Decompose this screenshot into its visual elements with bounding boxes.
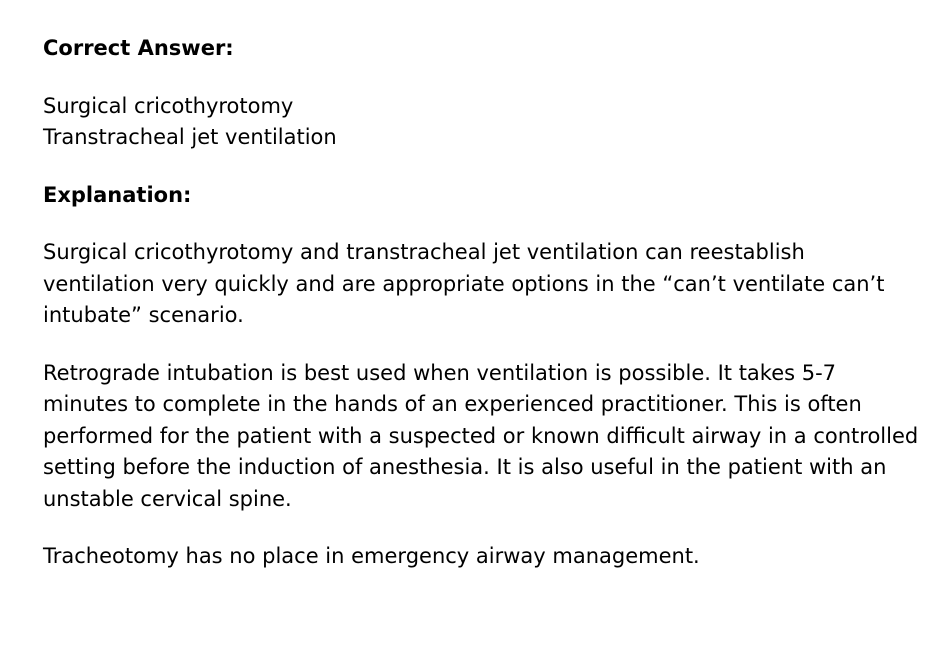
explanation-paragraph: Tracheotomy has no place in emergency airway management. <box>43 544 700 568</box>
correct-answer-heading: Correct Answer: <box>43 36 234 60</box>
explanation-heading: Explanation: <box>43 182 192 207</box>
correct-answer-item: Transtracheal jet ventilation <box>43 125 337 149</box>
correct-answer-item: Surgical cricothyrotomy <box>43 93 294 118</box>
explanation-paragraph: Surgical cricothyrotomy and transtracheal jet ventilation can reestablish ventilation very quickly and are appropriate options in the “can’t ventilate can’t intubate” scenario. <box>43 240 885 327</box>
explanation-paragraph: Retrograde intubation is best used when ventilation is possible. It takes 5-7 minutes to complete in the hands of an experienced practitioner. This is often performed for the patient with a suspected or known difficult airway in a controlled setting before the induction of anesthesia. It is also useful in the patient with an unstable cervical spine. <box>43 360 919 511</box>
correct-answer-list <box>43 91 921 154</box>
answer-explanation-panel <box>43 33 921 573</box>
